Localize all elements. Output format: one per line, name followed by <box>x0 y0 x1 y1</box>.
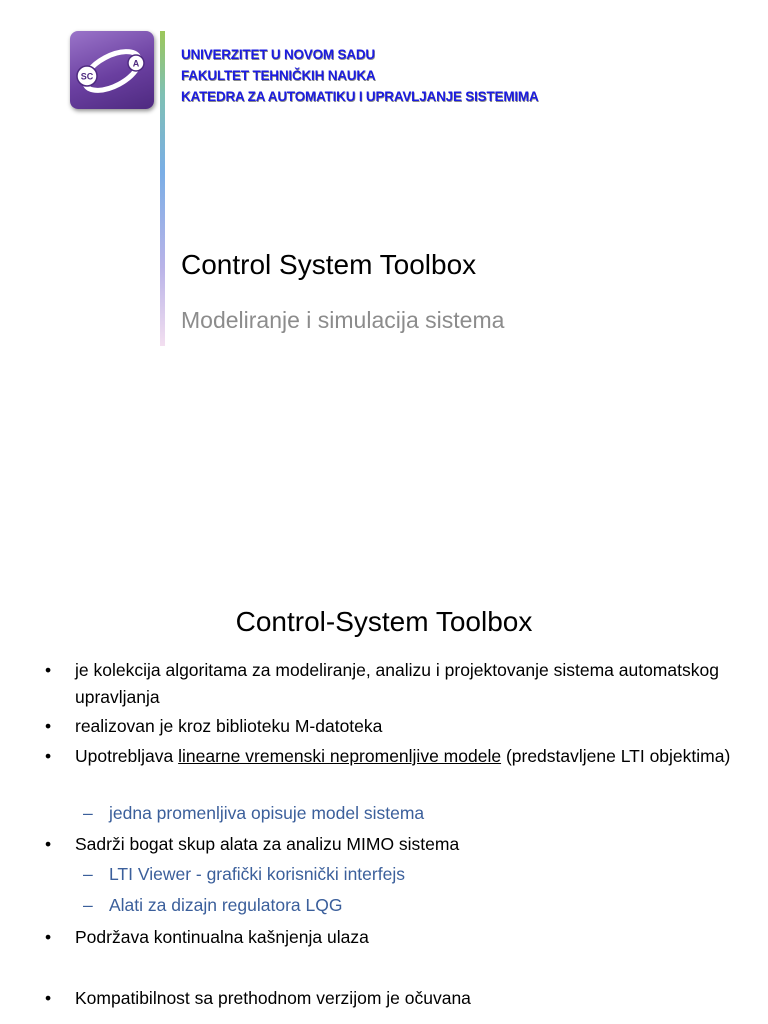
institution-line-faculty: FAKULTET TEHNIČKIH NAUKA <box>181 68 376 83</box>
bullet-dash-icon: – <box>83 864 93 884</box>
bullet-dot-icon: • <box>45 660 52 680</box>
bullet-dash-icon: – <box>83 895 93 915</box>
logo-right-text: A <box>132 58 140 69</box>
content-slide <box>0 560 768 1024</box>
bullet-item <box>45 924 735 951</box>
presentation-subtitle: Modeliranje i simulacija sistema <box>181 307 505 333</box>
sub-bullet-item <box>83 892 749 919</box>
bullet-dot-icon: • <box>45 834 52 854</box>
bullet-item <box>45 985 735 1012</box>
sub-bullet-text: jedna promenljiva opisuje model sistema <box>109 803 425 823</box>
bullet-dot-icon: • <box>45 988 52 1008</box>
slide-title: Control-System Toolbox <box>235 606 533 637</box>
sub-bullet-item <box>83 800 749 827</box>
logo-left-text: SC <box>80 71 94 82</box>
bullet-text-pre: Upotrebljava <box>75 746 179 766</box>
bullet-text: Sadrži bogat skup alata za analizu MIMO sistema <box>75 834 460 854</box>
sub-bullet-item <box>83 861 749 888</box>
presentation-title: Control System Toolbox <box>181 249 477 280</box>
institution-header <box>181 44 539 107</box>
bullet-dash-icon: – <box>83 803 93 823</box>
sub-bullet-text: Alati za dizajn regulatora LQG <box>109 895 343 915</box>
bullet-item <box>45 743 735 770</box>
bullet-dot-icon: • <box>45 927 52 947</box>
bullet-item <box>45 657 735 711</box>
bullet-dot-icon: • <box>45 746 52 766</box>
faculty-logo <box>70 31 154 109</box>
bullet-text: Kompatibilnost sa prethodnom verzijom je očuvana <box>75 988 471 1008</box>
institution-line-department: KATEDRA ZA AUTOMATIKU I UPRAVLJANJE SISTEMIMA <box>181 89 539 104</box>
bullet-text: Podržava kontinualna kašnjenja ulaza <box>75 927 369 947</box>
accent-divider <box>160 31 165 346</box>
institution-line-university: UNIVERZITET U NOVOM SADU <box>181 47 375 62</box>
bullet-text: je kolekcija algoritama za modeliranje, analizu i projektovanje sistema automatskog upravljanja <box>75 660 719 707</box>
bullet-text-post: (predstavljene LTI objektima) <box>501 746 731 766</box>
bullet-item <box>45 713 735 740</box>
sub-bullet-text: LTI Viewer - grafički korisnički interfejs <box>109 864 405 884</box>
bullet-text-underlined: linearne vremenski nepromenljive modele <box>178 746 502 766</box>
bullet-item <box>45 831 735 858</box>
bullet-text: realizovan je kroz biblioteku M-datoteka <box>75 716 383 736</box>
bullet-dot-icon: • <box>45 716 52 736</box>
